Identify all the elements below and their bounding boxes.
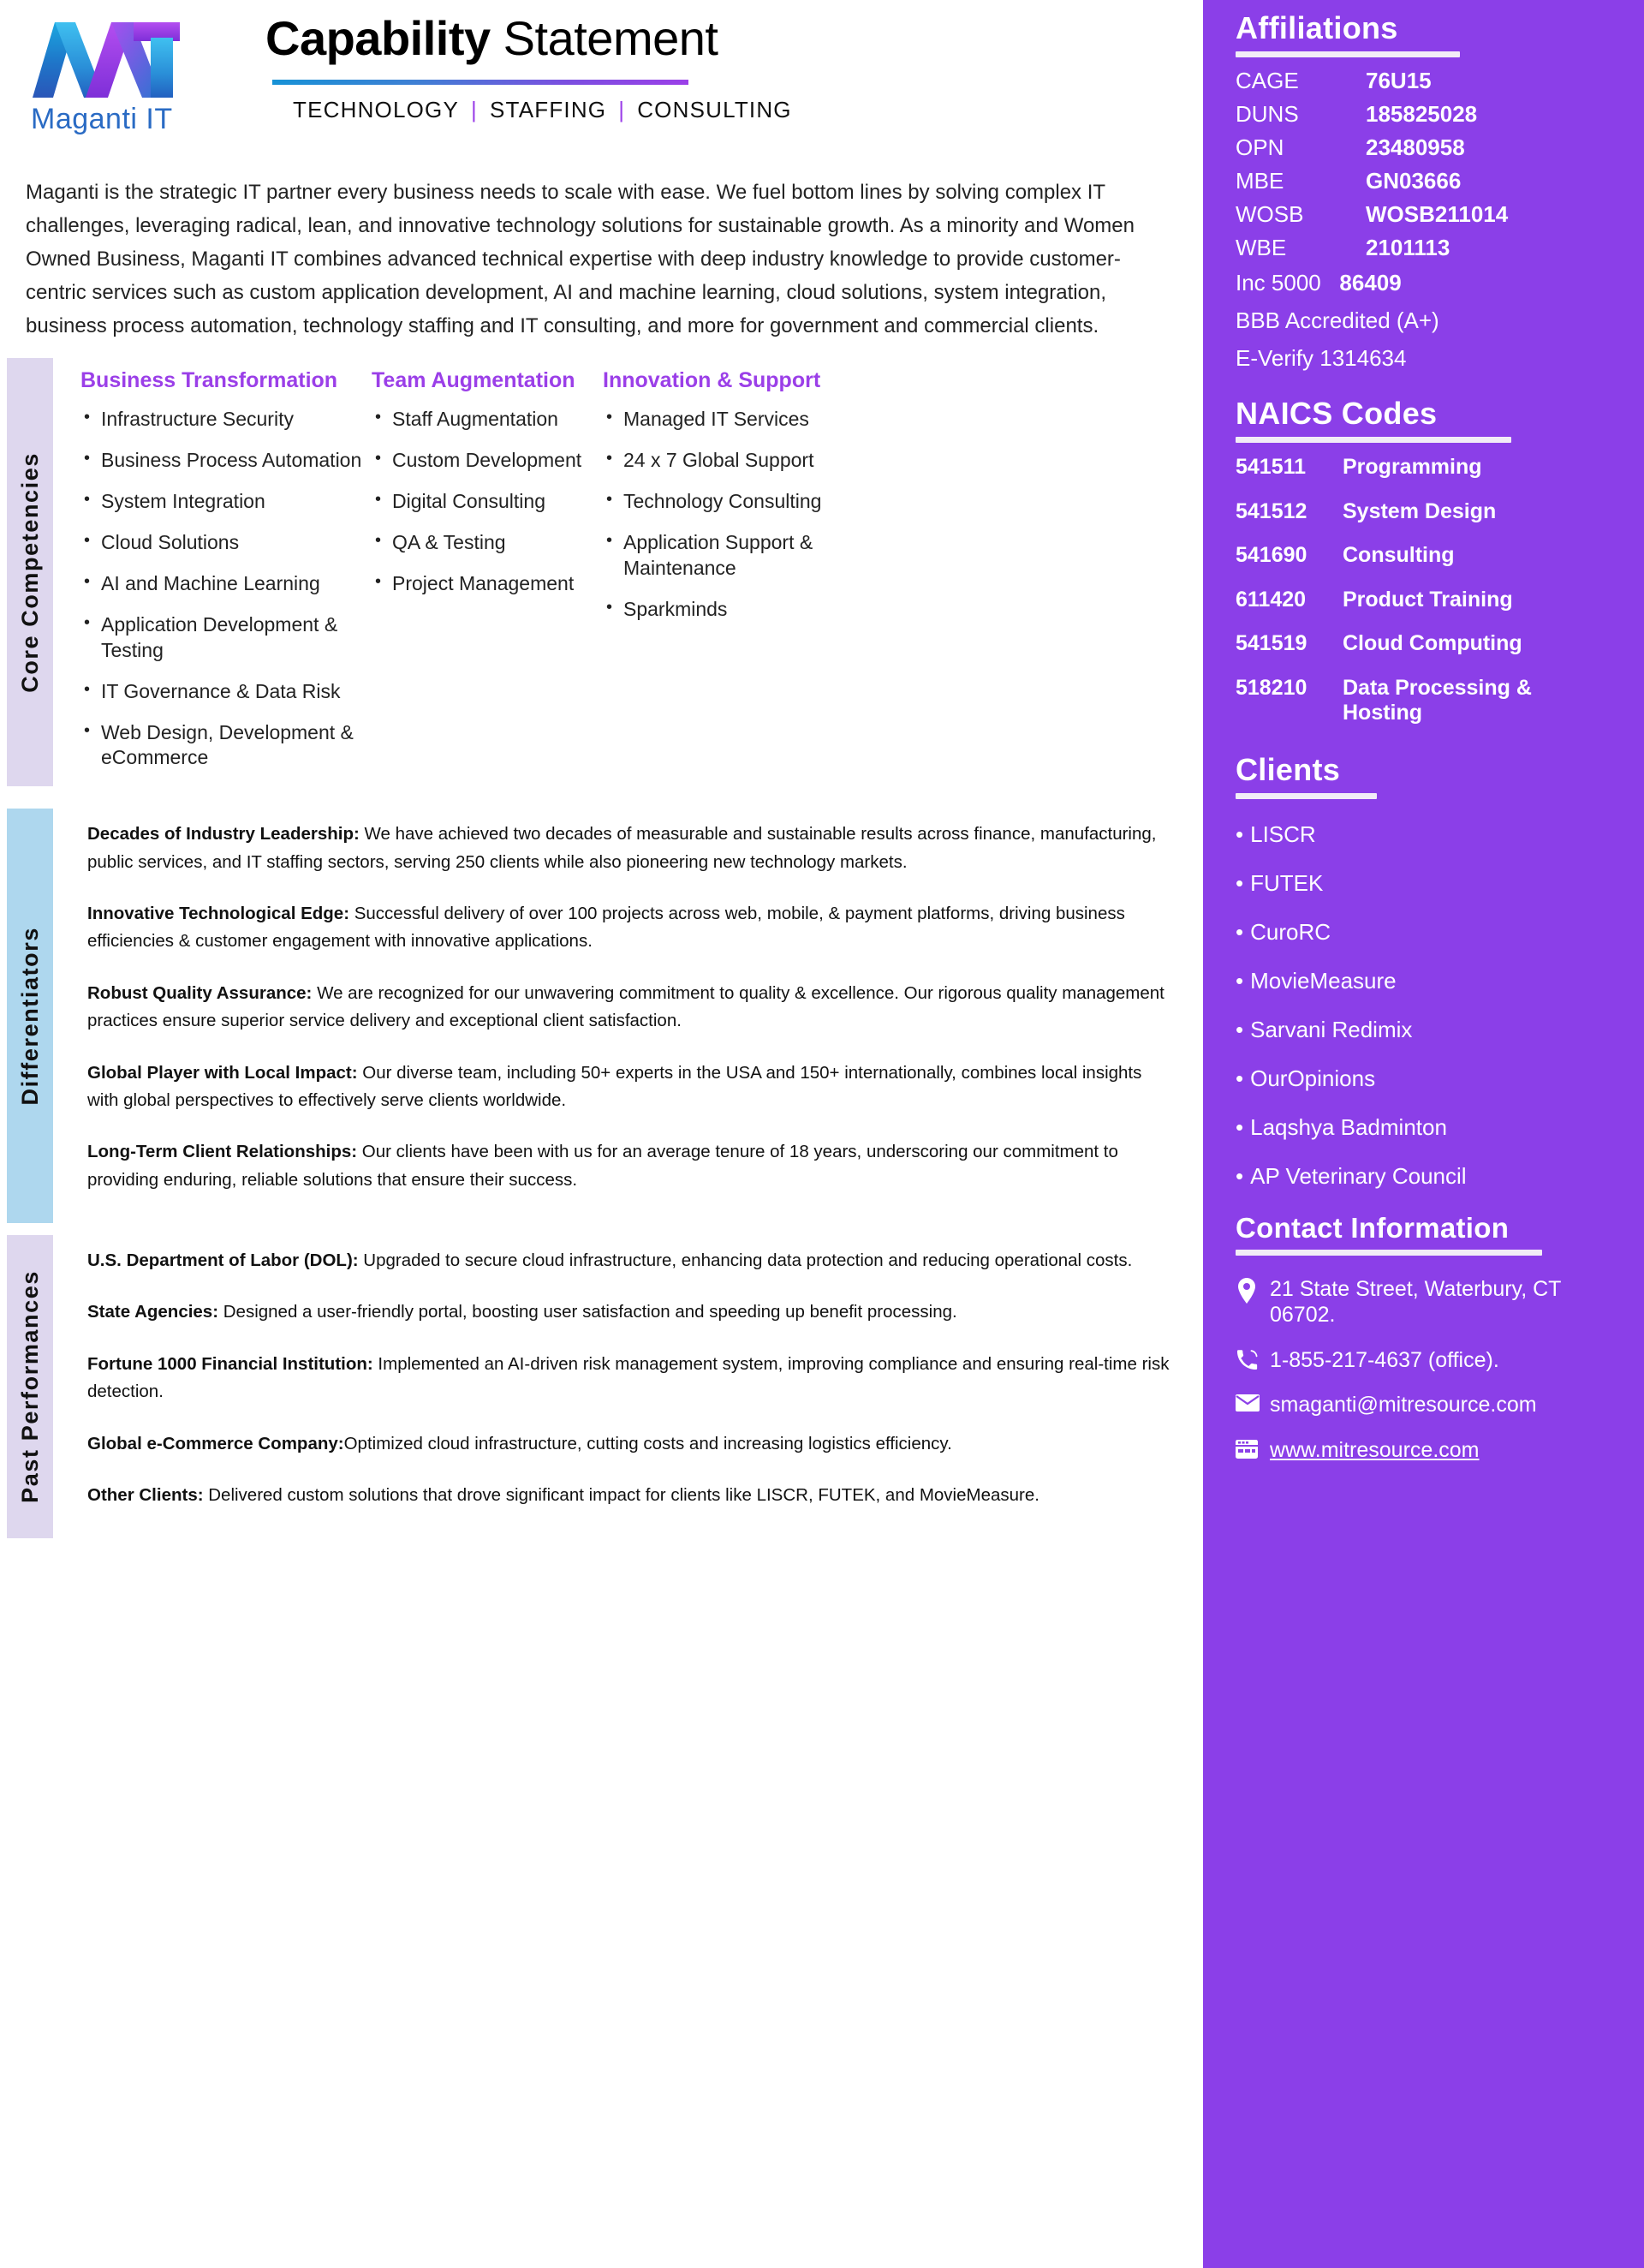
list-item: • Infrastructure Security xyxy=(80,407,363,433)
list-item xyxy=(1236,919,1625,946)
naics-row xyxy=(1236,676,1625,726)
title-block xyxy=(231,7,792,123)
affiliation-row xyxy=(1236,170,1625,192)
naics-description: Consulting xyxy=(1343,543,1455,567)
client-name: CuroRC xyxy=(1250,918,1331,945)
past-performance-body: Delivered custom solutions that drove significant impact for clients like LISCR, FUTEK, and MovieMeasure. xyxy=(203,1484,1039,1505)
past-performance-item xyxy=(87,1482,1177,1509)
competency-list xyxy=(80,407,363,771)
list-item xyxy=(1236,1017,1625,1043)
naics-row xyxy=(1236,499,1625,525)
tagline-technology: TECHNOLOGY xyxy=(293,97,460,122)
list-item: • AI and Machine Learning xyxy=(80,571,363,597)
bullet-icon: • xyxy=(1236,1016,1244,1042)
competency-column-business-transformation xyxy=(80,368,363,786)
company-intro-paragraph: Maganti is the strategic IT partner every business needs to scale with ease. We fuel bottom lines by solving complex IT challenges, leveraging radical, lean, and innovative technology solutions for sustainable growth. As a minority and Women Owned Business, Maganti IT combines advanced technical expertise with deep industry knowledge to provide customer-centric services such as custom application development, AI and machine learning, cloud solutions, system integration, business process automation, technology staffing and IT consulting, and more for government and commercial clients. xyxy=(26,181,1135,337)
differentiator-body: Our clients have been with us for an average tenure of 18 years, underscoring our commitment to providing enduring, reliable solutions that ensure their success. xyxy=(87,1142,1118,1190)
naics-title: NAICS Codes xyxy=(1236,396,1438,431)
client-name: MovieMeasure xyxy=(1250,967,1397,994)
past-performances-section xyxy=(0,1235,1203,1538)
list-item xyxy=(1236,1065,1625,1092)
page-title-bold: Capability xyxy=(265,11,491,65)
differentiator-body: Successful delivery of over 100 projects across web, mobile, & payment platforms, driving business efficiencies & customer engagement with innovative applications. xyxy=(87,904,1125,952)
client-name: AP Veterinary Council xyxy=(1250,1162,1467,1189)
affiliation-key: WOSB xyxy=(1236,201,1304,227)
list-item: • Technology Consulting xyxy=(603,489,843,515)
tagline-separator-1: | xyxy=(471,97,478,122)
competency-heading: Business Transformation xyxy=(80,368,338,393)
competency-heading: Team Augmentation xyxy=(372,368,575,393)
differentiator-title: Innovative Technological Edge: xyxy=(87,904,350,924)
contact-email-row[interactable] xyxy=(1236,1392,1625,1418)
tagline-separator-2: | xyxy=(618,97,626,122)
differentiators-tab xyxy=(0,809,53,1223)
contact-email: smaganti@mitresource.com xyxy=(1270,1393,1537,1417)
competency-list xyxy=(603,407,843,622)
naics-code: 541519 xyxy=(1236,631,1307,655)
browser-window-icon xyxy=(1236,1437,1260,1459)
naics-description: System Design xyxy=(1343,498,1497,523)
differentiator-title: Global Player with Local Impact: xyxy=(87,1062,358,1083)
affiliation-key: MBE xyxy=(1236,168,1284,194)
bullet-icon: • xyxy=(1236,869,1244,896)
competency-column-innovation-support xyxy=(603,368,843,786)
past-performance-title: Fortune 1000 Financial Institution: xyxy=(87,1353,373,1374)
competency-list xyxy=(372,407,594,596)
logo-wordmark: Maganti IT xyxy=(31,103,173,135)
bullet-icon: • xyxy=(1236,1162,1244,1189)
affiliations-title: Affiliations xyxy=(1236,10,1398,45)
bullet-icon: • xyxy=(1236,1113,1244,1140)
list-item: • Managed IT Services xyxy=(603,407,843,433)
clients-block xyxy=(1203,752,1644,1190)
list-item: • Cloud Solutions xyxy=(80,530,363,556)
naics-row xyxy=(1236,588,1625,613)
differentiator-item xyxy=(87,980,1177,1036)
differentiator-item xyxy=(87,1138,1177,1194)
list-item: • Staff Augmentation xyxy=(372,407,594,433)
past-performance-body: Designed a user-friendly portal, boosting user satisfaction and speeding up benefit processing. xyxy=(218,1302,957,1322)
affiliation-key: DUNS xyxy=(1236,101,1299,127)
core-competencies-tab xyxy=(0,358,53,786)
affiliation-key: OPN xyxy=(1236,134,1284,160)
affiliation-value: GN03666 xyxy=(1366,168,1462,194)
affiliation-key: WBE xyxy=(1236,235,1287,260)
list-item: • IT Governance & Data Risk xyxy=(80,679,363,705)
core-competencies-tab-label: Core Competencies xyxy=(16,451,43,693)
competency-column-team-augmentation xyxy=(372,368,594,786)
differentiator-body: Our diverse team, including 50+ experts in the USA and 150+ internationally, combines local insights with global perspectives to effectively serve clients worldwide. xyxy=(87,1062,1142,1110)
differentiator-body: We are recognized for our unwavering commitment to quality & excellence. Our rigorous quality management practices ensure superior service delivery and exceptional client satisfaction. xyxy=(87,982,1164,1031)
list-item: • Application Development & Testing xyxy=(80,612,363,664)
differentiator-title: Robust Quality Assurance: xyxy=(87,982,313,1003)
bullet-icon: • xyxy=(1236,918,1244,945)
affiliations-underline xyxy=(1236,51,1460,57)
clients-underline xyxy=(1236,793,1377,799)
list-item: • 24 x 7 Global Support xyxy=(603,448,843,474)
differentiators-body xyxy=(53,809,1203,1223)
client-name: OurOpinions xyxy=(1250,1065,1376,1091)
list-item xyxy=(1236,1114,1625,1141)
client-name: FUTEK xyxy=(1250,869,1324,896)
naics-underline xyxy=(1236,437,1511,443)
past-performances-body xyxy=(53,1235,1203,1538)
contact-website-row[interactable] xyxy=(1236,1437,1625,1464)
contact-address-row xyxy=(1236,1276,1625,1328)
client-name: Sarvani Redimix xyxy=(1250,1016,1413,1042)
bullet-icon: • xyxy=(1236,821,1244,847)
contact-website: www.mitresource.com xyxy=(1270,1437,1480,1462)
past-performance-item xyxy=(87,1430,1177,1458)
list-item: • Business Process Automation xyxy=(80,448,363,474)
service-tagline xyxy=(265,97,792,123)
naics-description: Cloud Computing xyxy=(1343,631,1522,655)
page-title-light: Statement xyxy=(490,11,718,65)
page-title xyxy=(265,10,792,66)
list-item: • QA & Testing xyxy=(372,530,594,556)
competency-heading: Innovation & Support xyxy=(603,368,821,393)
past-performance-title: Global e-Commerce Company: xyxy=(87,1433,344,1453)
client-name: LISCR xyxy=(1250,821,1316,847)
affiliation-row xyxy=(1236,69,1625,92)
maganti-logo-icon xyxy=(26,12,197,106)
past-performance-body: Implemented an AI-driven risk management system, improving compliance and ensuring real-time risk detection. xyxy=(87,1353,1170,1402)
affiliation-inc5000-value: 86409 xyxy=(1339,270,1402,295)
affiliation-row xyxy=(1236,136,1625,158)
past-performance-title: U.S. Department of Labor (DOL): xyxy=(87,1250,359,1271)
naics-row xyxy=(1236,543,1625,569)
affiliation-bbb: BBB Accredited (A+) xyxy=(1236,307,1439,333)
affiliation-everify: E-Verify 1314634 xyxy=(1236,345,1407,371)
naics-code: 518210 xyxy=(1236,675,1307,700)
contact-address: 21 State Street, Waterbury, CT 06702. xyxy=(1270,1276,1561,1327)
affiliation-row xyxy=(1236,203,1625,225)
differentiator-item xyxy=(87,821,1177,876)
bullet-icon: • xyxy=(1236,1065,1244,1091)
affiliation-inc5000 xyxy=(1236,270,1625,296)
tagline-consulting: CONSULTING xyxy=(637,97,792,122)
list-item xyxy=(1236,821,1625,848)
contact-title: Contact Information xyxy=(1236,1211,1510,1244)
bullet-icon: • xyxy=(1236,967,1244,994)
affiliation-value: 76U15 xyxy=(1366,68,1432,93)
core-competencies-section xyxy=(0,358,1203,786)
list-item: • Custom Development xyxy=(372,448,594,474)
differentiator-item xyxy=(87,900,1177,956)
document-header xyxy=(0,0,1203,171)
client-name: Laqshya Badminton xyxy=(1250,1113,1447,1140)
tagline-staffing: STAFFING xyxy=(490,97,607,122)
list-item xyxy=(1236,968,1625,994)
past-performance-body: Upgraded to secure cloud infrastructure, enhancing data protection and reducing operational costs. xyxy=(358,1250,1133,1271)
past-performance-item xyxy=(87,1351,1177,1406)
affiliation-value: 23480958 xyxy=(1366,134,1465,160)
list-item: • Digital Consulting xyxy=(372,489,594,515)
naics-description: Data Processing & Hosting xyxy=(1343,675,1532,725)
past-performance-title: State Agencies: xyxy=(87,1302,219,1322)
company-logo xyxy=(26,7,231,136)
list-item xyxy=(1236,870,1625,897)
affiliation-key: CAGE xyxy=(1236,68,1299,93)
past-performance-title: Other Clients: xyxy=(87,1484,204,1505)
title-gradient-rule xyxy=(272,80,688,85)
naics-code: 541511 xyxy=(1236,455,1307,479)
core-competencies-body xyxy=(53,358,1203,786)
contact-phone: 1-855-217-4637 (office). xyxy=(1270,1347,1499,1372)
past-performance-item xyxy=(87,1247,1177,1274)
naics-row xyxy=(1236,455,1625,480)
past-performances-tab-label: Past Performances xyxy=(16,1270,43,1504)
naics-code: 611420 xyxy=(1236,587,1307,612)
differentiator-item xyxy=(87,1059,1177,1115)
differentiator-body: We have achieved two decades of measurable and sustainable results across finance, manufacturing, public services, and IT staffing sectors, serving 250 clients while also pioneering new technology markets. xyxy=(87,824,1157,872)
past-performances-tab xyxy=(0,1235,53,1538)
differentiator-title: Long-Term Client Relationships: xyxy=(87,1142,358,1162)
past-performance-item xyxy=(87,1298,1177,1326)
phone-icon xyxy=(1236,1347,1260,1371)
list-item: • Application Support & Maintenance xyxy=(603,530,843,582)
affiliation-inc5000-label: Inc 5000 xyxy=(1236,270,1321,295)
naics-description: Programming xyxy=(1343,455,1482,479)
naics-description: Product Training xyxy=(1343,587,1513,612)
differentiator-title: Decades of Industry Leadership: xyxy=(87,824,360,845)
contact-underline xyxy=(1236,1250,1542,1256)
differentiators-section xyxy=(0,809,1203,1223)
contact-phone-row[interactable] xyxy=(1236,1347,1625,1374)
affiliation-row xyxy=(1236,236,1625,259)
list-item: • Sparkminds xyxy=(603,597,843,623)
naics-code: 541512 xyxy=(1236,498,1307,523)
affiliation-row xyxy=(1236,103,1625,125)
naics-code: 541690 xyxy=(1236,543,1307,567)
envelope-icon xyxy=(1236,1392,1260,1412)
affiliation-value: 2101113 xyxy=(1366,235,1450,260)
differentiators-tab-label: Differentiators xyxy=(16,926,43,1106)
affiliation-value: WOSB211014 xyxy=(1366,201,1509,227)
list-item xyxy=(1236,1163,1625,1190)
list-item: • System Integration xyxy=(80,489,363,515)
location-pin-icon xyxy=(1236,1276,1260,1304)
naics-block xyxy=(1203,396,1644,726)
past-performance-body: Optimized cloud infrastructure, cutting costs and increasing logistics efficiency. xyxy=(343,1433,952,1453)
clients-title: Clients xyxy=(1236,751,1341,787)
affiliations-block xyxy=(1203,10,1644,372)
sidebar xyxy=(1203,0,1644,2268)
list-item: • Web Design, Development & eCommerce xyxy=(80,720,363,772)
naics-row xyxy=(1236,631,1625,657)
list-item: • Project Management xyxy=(372,571,594,597)
contact-block xyxy=(1203,1212,1644,1464)
affiliation-value: 185825028 xyxy=(1366,101,1478,127)
